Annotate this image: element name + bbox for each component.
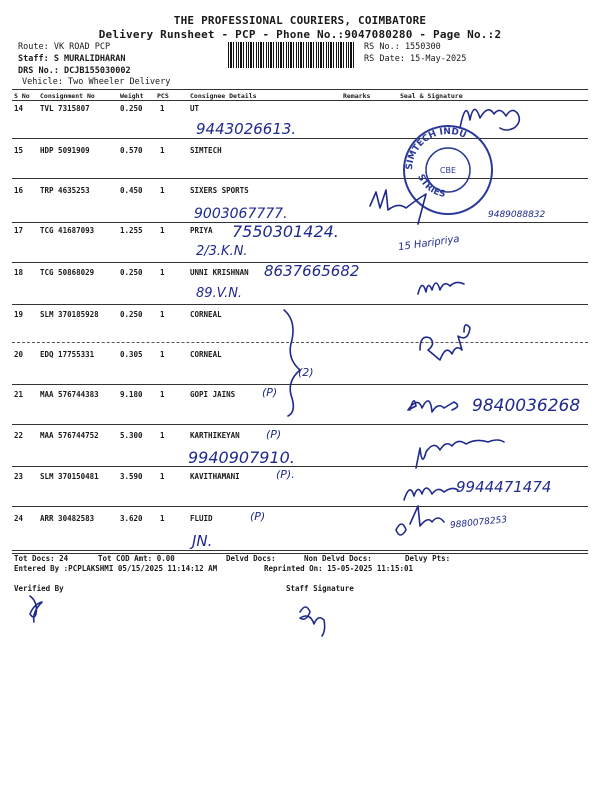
svg-text:CBE: CBE <box>439 166 457 175</box>
row-weight: 0.450 <box>120 186 143 195</box>
header-bottom-rule <box>12 100 588 101</box>
svg-text:SIMTECH INDU: SIMTECH INDU <box>404 126 468 171</box>
row-sno: 18 <box>14 268 24 277</box>
row-weight: 0.250 <box>120 310 143 319</box>
row-sno: 21 <box>14 390 24 399</box>
handwritten-bracket-note: (2) <box>298 366 314 379</box>
handwritten-phone: 9940907910. <box>188 448 295 467</box>
signature-row21 <box>408 401 458 412</box>
row-consignment: EDQ 17755331 <box>40 350 95 359</box>
reprinted-on: Reprinted On: 15-05-2025 11:15:01 <box>264 564 414 573</box>
row-consignee: UNNI KRISHNAN <box>190 268 249 277</box>
row-sno: 14 <box>14 104 24 113</box>
row-sno: 16 <box>14 186 24 195</box>
col-seal: Seal & Signature <box>400 92 463 100</box>
runsheet-subtitle: Delivery Runsheet - PCP - Phone No.:9047080280 - Page No.:2 <box>98 28 502 41</box>
handwritten-signature-text: 15 Haripriya <box>397 233 461 254</box>
row-consignment: MAA 576744383 <box>40 390 99 399</box>
handwritten-phone: 8637665682 <box>264 262 360 280</box>
total-docs: Tot Docs: 24 <box>14 554 69 563</box>
barcode <box>228 42 356 68</box>
handwritten-note: JN. <box>192 532 213 550</box>
row-consignee: KARTHIKEYAN <box>190 431 240 440</box>
col-remarks: Remarks <box>343 92 371 100</box>
svg-text:STRIES: STRIES <box>415 172 447 200</box>
signature-row23 <box>404 488 458 500</box>
row-pcs: 1 <box>160 146 165 155</box>
row-consignee: SIXERS SPORTS <box>190 186 249 195</box>
row-weight: 5.300 <box>120 431 143 440</box>
total-cod: Tot COD Amt: 0.00 <box>98 554 175 563</box>
rs-date: RS Date: 15-May-2025 <box>364 54 467 64</box>
col-pcs: PCS <box>157 92 169 100</box>
row-pcs: 1 <box>160 268 165 277</box>
handwritten-phone: 9003067777. <box>194 206 288 222</box>
row-sno: 20 <box>14 350 24 359</box>
drs-label: DRS No.: DCJB155030002 <box>18 66 131 76</box>
row-consignee: CORNEAL <box>190 310 222 319</box>
row-consignee: SIMTECH <box>190 146 222 155</box>
row-sno: 23 <box>14 472 24 481</box>
row-consignment: MAA 576744752 <box>40 431 99 440</box>
row-sno: 22 <box>14 431 24 440</box>
row-consignment: TRP 4635253 <box>40 186 90 195</box>
col-consignment: Consignment No <box>40 92 95 100</box>
row-consignee: CORNEAL <box>190 350 222 359</box>
row-weight: 9.180 <box>120 390 143 399</box>
row-consignment: SLM 370185928 <box>40 310 99 319</box>
route-label: Route: VK ROAD PCP <box>18 42 111 52</box>
company-title: THE PROFESSIONAL COURIERS, COIMBATORE <box>173 14 427 27</box>
handwritten-phone: 9880078253 <box>449 515 508 531</box>
vehicle-label: Vehicle: Two Wheeler Delivery <box>22 77 171 87</box>
row-weight: 3.590 <box>120 472 143 481</box>
row-pcs: 1 <box>160 431 165 440</box>
row-pcs: 1 <box>160 514 165 523</box>
handwritten-phone: 7550301424. <box>232 222 339 241</box>
handwritten-note: (P) <box>266 428 282 441</box>
header-top-rule <box>12 89 588 90</box>
verified-signature <box>30 596 42 622</box>
row-weight: 0.250 <box>120 104 143 113</box>
company-seal-stamp <box>398 120 498 220</box>
row-pcs: 1 <box>160 226 165 235</box>
row-sno: 24 <box>14 514 24 523</box>
row-divider <box>12 304 588 305</box>
handwritten-note: (P). <box>276 468 295 481</box>
row-consignee: PRIYA <box>190 226 213 235</box>
staff-signature-label: Staff Signature <box>286 584 354 593</box>
row-consignee: UT <box>190 104 200 113</box>
row-pcs: 1 <box>160 104 165 113</box>
row-divider <box>12 466 588 467</box>
handwritten-note: 2/3.K.N. <box>196 244 248 259</box>
row-consignment: ARR 30482583 <box>40 514 95 523</box>
row-divider <box>12 550 588 551</box>
row-consignment: HDP 5091909 <box>40 146 90 155</box>
non-delivered-docs: Non Delvd Docs: <box>304 554 372 563</box>
row-weight: 0.570 <box>120 146 143 155</box>
handwritten-phone: 9443026613. <box>196 120 297 138</box>
delivered-docs: Delvd Docs: <box>226 554 276 563</box>
row-consignment: TCG 50868029 <box>40 268 95 277</box>
row-consignee: GOPI JAINS <box>190 390 236 399</box>
col-sno: S No <box>14 92 30 100</box>
row-pcs: 1 <box>160 472 165 481</box>
handwritten-phone: 9840036268 <box>472 396 581 416</box>
row-weight: 0.250 <box>120 268 143 277</box>
handwritten-phone: 9489088832 <box>488 210 546 220</box>
row-weight: 3.620 <box>120 514 143 523</box>
row-pcs: 1 <box>160 310 165 319</box>
row-pcs: 1 <box>160 350 165 359</box>
handwritten-note: 89.V.N. <box>196 286 243 301</box>
row-weight: 0.305 <box>120 350 143 359</box>
row-consignee: KAVITHAMANI <box>190 472 240 481</box>
row-divider <box>12 506 588 507</box>
row-weight: 1.255 <box>120 226 143 235</box>
row-consignment: TVL 7315807 <box>40 104 90 113</box>
handwritten-note: (P) <box>250 510 266 523</box>
verified-by-label: Verified By <box>14 584 64 593</box>
row-sno: 17 <box>14 226 24 235</box>
handwritten-phone: 9944471474 <box>456 478 552 496</box>
signature-row22 <box>416 440 504 468</box>
row-divider <box>12 178 588 179</box>
row-pcs: 1 <box>160 390 165 399</box>
handwritten-note: (P) <box>262 386 278 399</box>
signature-row24 <box>396 506 444 535</box>
col-weight: Weight <box>120 92 144 100</box>
row-pcs: 1 <box>160 186 165 195</box>
row-sno: 15 <box>14 146 24 155</box>
staff-signature <box>300 607 325 636</box>
entered-by: Entered By :PCPLAKSHMI 05/15/2025 11:14:12 AM <box>14 564 218 573</box>
row-divider <box>12 424 588 425</box>
rs-number: RS No.: 1550300 <box>364 42 441 52</box>
row-divider <box>12 384 588 385</box>
row-consignment: SLM 370150481 <box>40 472 99 481</box>
delivery-points: Delvy Pts: <box>405 554 451 563</box>
row-consignee: FLUID <box>190 514 213 523</box>
row-consignment: TCG 41687093 <box>40 226 95 235</box>
row-divider <box>12 138 588 139</box>
row-sno: 19 <box>14 310 24 319</box>
bracket-mark <box>284 310 300 416</box>
signature-row18 <box>418 282 464 294</box>
row-divider <box>12 342 588 343</box>
col-consignee: Consignee Details <box>190 92 257 100</box>
staff-label: Staff: S MURALIDHARAN <box>18 54 126 64</box>
